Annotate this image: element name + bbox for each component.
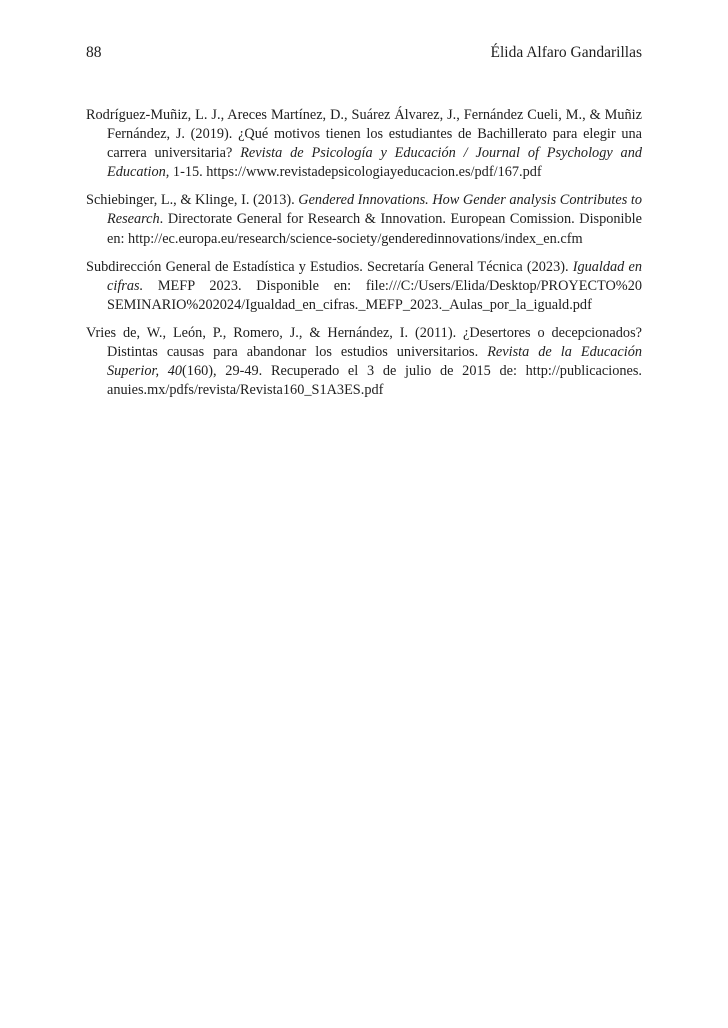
reference-entry xyxy=(86,324,642,400)
page-header xyxy=(86,44,642,66)
reference-list xyxy=(86,106,642,409)
reference-text: 1-15. https://www.revistadepsicologiayeducacion.es/pdf/167.pdf xyxy=(169,164,542,181)
reference-text: (160), 29-49. Recuperado el 3 de julio de 2015 de: http://publicaciones. anuies.mx/pdfs/revista/Revista160_S1A3ES.pdf xyxy=(107,363,642,399)
page-number: 88 xyxy=(86,44,102,61)
running-head-author: Élida Alfaro Gandarillas xyxy=(490,44,642,61)
reference-text: Schiebinger, L., & Klinge, I. (2013). xyxy=(86,192,299,209)
reference-source-title: Revista de la Educación Superior, 40 xyxy=(107,344,642,380)
reference-source-title: Revista de Psicología y Educación / Journal of Psychology and Education, xyxy=(107,145,642,181)
reference-source-title: Igualdad en cifras. xyxy=(107,258,642,294)
reference-text: Vries de, W., León, P., Romero, J., & Hernández, I. (2011). ¿Desertores o decepcionados? Distintas causas para abandonar los estudios universitarios. xyxy=(86,324,642,361)
reference-entry xyxy=(86,191,642,248)
reference-source-title: Gendered Innovations. How Gender analysis Contributes to Research xyxy=(107,192,643,228)
reference-text: Subdirección General de Estadística y Estudios. Secretaría General Técnica (2023). xyxy=(86,258,573,275)
reference-entry xyxy=(86,258,642,315)
reference-text: Rodríguez-Muñiz, L. J., Areces Martínez, D., Suárez Álvarez, J., Fernández Cueli, M., & Muñiz Fernández, J. (2019). ¿Qué motivos tienen los estudiantes de Bachillerato para elegir una carrera universitaria? xyxy=(86,107,642,162)
reference-text: . Directorate General for Research & Innovation. European Comission. Disponible en: http://ec.europa.eu/research/science-society/genderedinnovations/index_en.cfm xyxy=(107,211,642,247)
reference-entry xyxy=(86,106,642,182)
reference-text: MEFP 2023. Disponible en: file:///C:/Users/Elida/Desktop/PROYECTO%20 SEMINARIO%202024/Igualdad_en_cifras._MEFP_2023._Aulas_por_la_iguald.pdf xyxy=(107,277,642,313)
